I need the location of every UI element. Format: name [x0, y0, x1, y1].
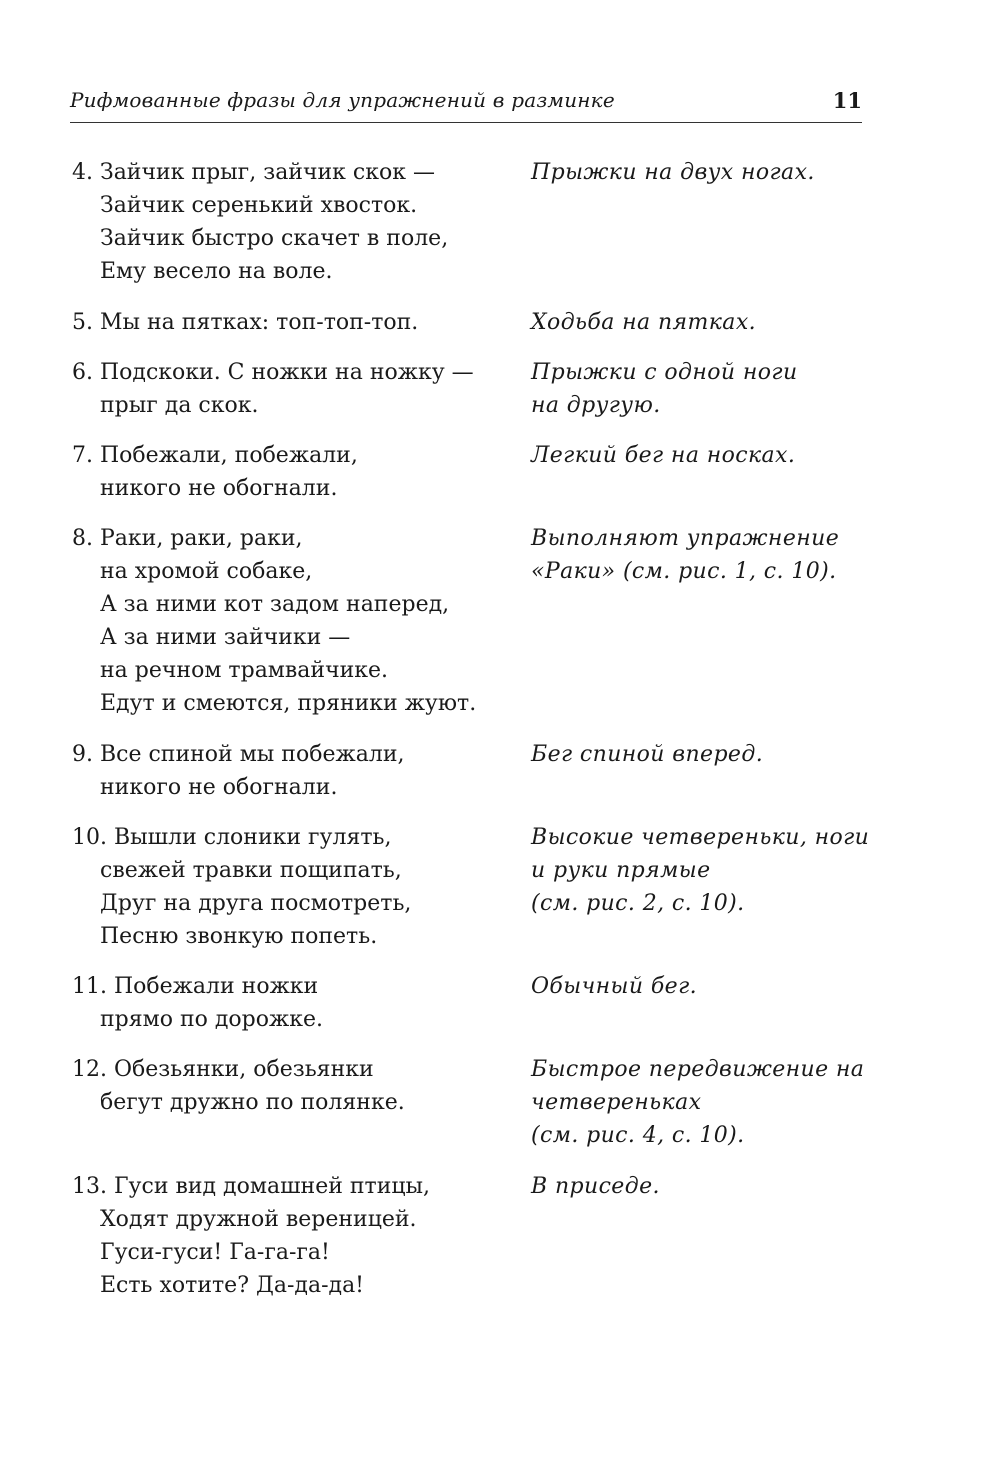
- rhyme-line: 6. Подскоки. С ножки на ножку —: [72, 360, 474, 385]
- running-title: Рифмованные фразы для упражнений в разминке: [70, 88, 615, 112]
- rhyme-line: Ходят дружной вереницей.: [100, 1207, 417, 1232]
- rhyme-text: [72, 306, 512, 339]
- page-number: 11: [832, 88, 862, 113]
- rhyme-line: А за ними кот задом наперед,: [100, 592, 450, 617]
- rhyme-line: А за ними зайчики —: [100, 625, 351, 650]
- exercise-instruction: [531, 738, 871, 771]
- exercise-instruction: [531, 522, 871, 588]
- exercise-instruction: [531, 306, 871, 339]
- rhyme-line: Ему весело на воле.: [100, 259, 333, 284]
- instruction-line: и руки прямые: [531, 858, 711, 883]
- instruction-line: Высокие четвереньки, ноги: [531, 825, 870, 850]
- rhyme-line: Едут и смеются, пряники жуют.: [100, 691, 477, 716]
- exercise-instruction: [531, 156, 871, 189]
- rhyme-line: 9. Все спиной мы побежали,: [72, 742, 405, 767]
- rhyme-line: прыг да скок.: [100, 393, 259, 418]
- instruction-line: Прыжки с одной ноги: [531, 360, 798, 385]
- rhyme-line: Зайчик серенький хвосток.: [100, 193, 418, 218]
- instruction-line: на другую.: [531, 393, 661, 418]
- instruction-line: Легкий бег на носках.: [531, 443, 796, 468]
- instruction-line: Быстрое передвижение на: [531, 1057, 865, 1082]
- rhyme-line: 7. Побежали, побежали,: [72, 443, 358, 468]
- rhyme-text: [72, 156, 512, 288]
- rhyme-line: 13. Гуси вид домашней птицы,: [72, 1174, 431, 1199]
- rhyme-text: [72, 439, 512, 505]
- exercise-instruction: [531, 439, 871, 472]
- rhyme-text: [72, 821, 512, 953]
- rhyme-text: [72, 738, 512, 804]
- running-header: [70, 82, 862, 123]
- rhyme-line: прямо по дорожке.: [100, 1007, 323, 1032]
- instruction-line: «Раки» (см. рис. 1, с. 10).: [531, 559, 837, 584]
- rhyme-line: никого не обогнали.: [100, 775, 338, 800]
- rhyme-line: 8. Раки, раки, раки,: [72, 526, 303, 551]
- rhyme-line: 12. Обезьянки, обезьянки: [72, 1057, 374, 1082]
- rhyme-line: на хромой собаке,: [100, 559, 313, 584]
- instruction-line: (см. рис. 4, с. 10).: [531, 1123, 745, 1148]
- rhyme-text: [72, 970, 512, 1036]
- instruction-line: Ходьба на пятках.: [531, 310, 757, 335]
- rhyme-line: Песню звонкую попеть.: [100, 924, 378, 949]
- exercise-instruction: [531, 1053, 871, 1152]
- rhyme-text: [72, 356, 512, 422]
- rhyme-line: 10. Вышли слоники гулять,: [72, 825, 392, 850]
- rhyme-line: 5. Мы на пятках: топ-топ-топ.: [72, 310, 419, 335]
- instruction-line: четвереньках: [531, 1090, 702, 1115]
- exercise-instruction: [531, 1170, 871, 1203]
- rhyme-line: 4. Зайчик прыг, зайчик скок —: [72, 160, 435, 185]
- instruction-line: (см. рис. 2, с. 10).: [531, 891, 745, 916]
- rhyme-line: Есть хотите? Да-да-да!: [100, 1273, 365, 1298]
- instruction-line: В приседе.: [531, 1174, 660, 1199]
- rhyme-text: [72, 1053, 512, 1119]
- rhyme-line: 11. Побежали ножки: [72, 974, 319, 999]
- rhyme-line: на речном трамвайчике.: [100, 658, 389, 683]
- rhyme-line: Зайчик быстро скачет в поле,: [100, 226, 449, 251]
- exercise-instruction: [531, 970, 871, 1003]
- exercise-instruction: [531, 821, 871, 920]
- instruction-line: Обычный бег.: [531, 974, 697, 999]
- rhyme-line: Друг на друга посмотреть,: [100, 891, 412, 916]
- rhyme-line: Гуси-гуси! Га-га-га!: [100, 1240, 330, 1265]
- instruction-line: Выполняют упражнение: [531, 526, 840, 551]
- exercise-instruction: [531, 356, 871, 422]
- rhyme-text: [72, 1170, 512, 1302]
- rhyme-text: [72, 522, 512, 720]
- rhyme-line: свежей травки пощипать,: [100, 858, 402, 883]
- instruction-line: Прыжки на двух ногах.: [531, 160, 815, 185]
- instruction-line: Бег спиной вперед.: [531, 742, 764, 767]
- rhyme-line: никого не обогнали.: [100, 476, 338, 501]
- rhyme-line: бегут дружно по полянке.: [100, 1090, 405, 1115]
